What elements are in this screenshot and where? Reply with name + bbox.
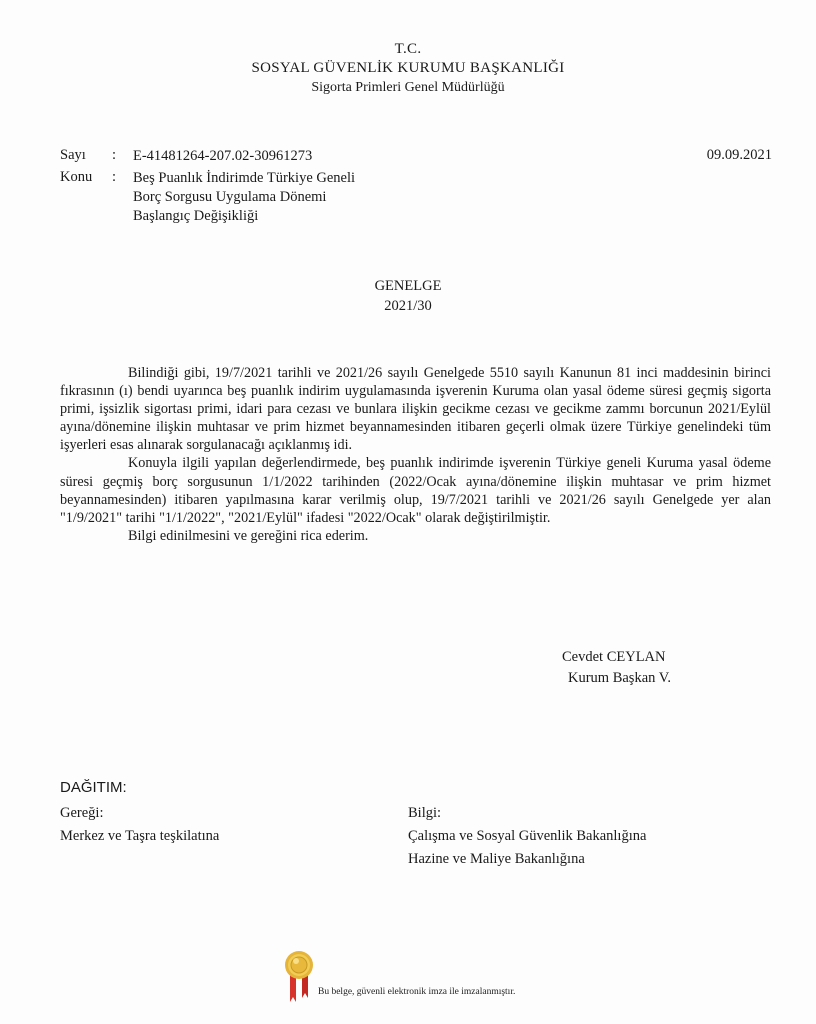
geregi-item: Merkez ve Taşra teşkilatına <box>60 828 220 844</box>
distribution-info <box>408 802 646 871</box>
signature-block <box>562 647 671 689</box>
body-paragraph: Konuyla ilgili yapılan değerlendirmede, beş puanlık indirimde işverenin Türkiye geneli Kuruma yasal ödeme süresi geçmiş borç sorgusunun 1/1/2022 tarihinden (2022/Ocak ayına/dönemine ilişkin muhtasar ve prim hizmet beyannamesinden) itibaren yapılmasına karar verilmiş olup, 19/7/2021 tarihli ve 2021/26 sayılı Genelgede yer alan "1/9/2021" tarihi "1/1/2022", "2021/Eylül" ifadesi "2022/Ocak" olarak değiştirilmiştir. <box>60 455 771 526</box>
konu-line: Borç Sorgusu Uygulama Dönemi <box>133 189 327 205</box>
signatory-name: Cevdet CEYLAN <box>562 649 666 665</box>
header-institution: SOSYAL GÜVENLİK KURUMU BAŞKANLIĞI <box>251 60 565 76</box>
distribution-action <box>60 802 219 848</box>
document-body <box>60 364 771 545</box>
geregi-label: Gereği: <box>60 805 104 821</box>
document-header <box>0 40 816 97</box>
signatory-title: Kurum Başkan V. <box>568 670 671 686</box>
header-department: Sigorta Primleri Genel Müdürlüğü <box>311 80 505 95</box>
bilgi-item: Hazine ve Maliye Bakanlığına <box>408 851 585 867</box>
konu-label: Konu <box>60 169 93 185</box>
circular-title: GENELGE <box>374 278 442 294</box>
konu-line: Beş Puanlık İndirimde Türkiye Geneli <box>133 170 356 186</box>
bilgi-label: Bilgi: <box>408 805 442 821</box>
konu-colon: : <box>112 169 117 185</box>
bilgi-item: Çalışma ve Sosyal Güvenlik Bakanlığına <box>408 828 647 844</box>
circular-heading <box>0 276 816 316</box>
circular-number: 2021/30 <box>384 298 432 314</box>
header-country: T.C. <box>394 41 422 57</box>
sayi-label: Sayı <box>60 147 86 163</box>
e-signature-note: Bu belge, güvenli elektronik imza ile imzalanmıştır. <box>318 987 516 997</box>
sayi-colon: : <box>112 147 117 163</box>
konu-value <box>133 169 355 226</box>
distribution-title: DAĞITIM: <box>60 779 127 796</box>
konu-line: Başlangıç Değişikliği <box>133 208 259 224</box>
body-paragraph: Bilindiği gibi, 19/7/2021 tarihli ve 2021/26 sayılı Genelgede 5510 sayılı Kanunun 81 inci maddesinin birinci fıkrasının (ı) bendi uyarınca beş puanlık indirim uygulamasında işverenin Kuruma olan yasal ödeme süresi geçmiş sigorta primi, işsizlik sigortası primi, idari para cezası ve bunlara ilişkin gecikme cezası ve gecikme zammı borcunun 2021/Eylül ayına/dönemine ilişkin muhtasar ve prim hizmet beyannamesinden itibaren geçerli olmak üzere Türkiye genelindeki tüm işyerleri esas alınarak sorgulanacağı açıklanmış idi. <box>60 365 771 454</box>
e-signature-footer <box>282 948 582 1008</box>
e-signature-seal-icon <box>282 948 322 1004</box>
body-paragraph: Bilgi edinilmesini ve gereğini rica ederim. <box>128 527 369 544</box>
document-date: 09.09.2021 <box>706 147 772 163</box>
sayi-value: E-41481264-207.02-30961273 <box>133 148 313 164</box>
